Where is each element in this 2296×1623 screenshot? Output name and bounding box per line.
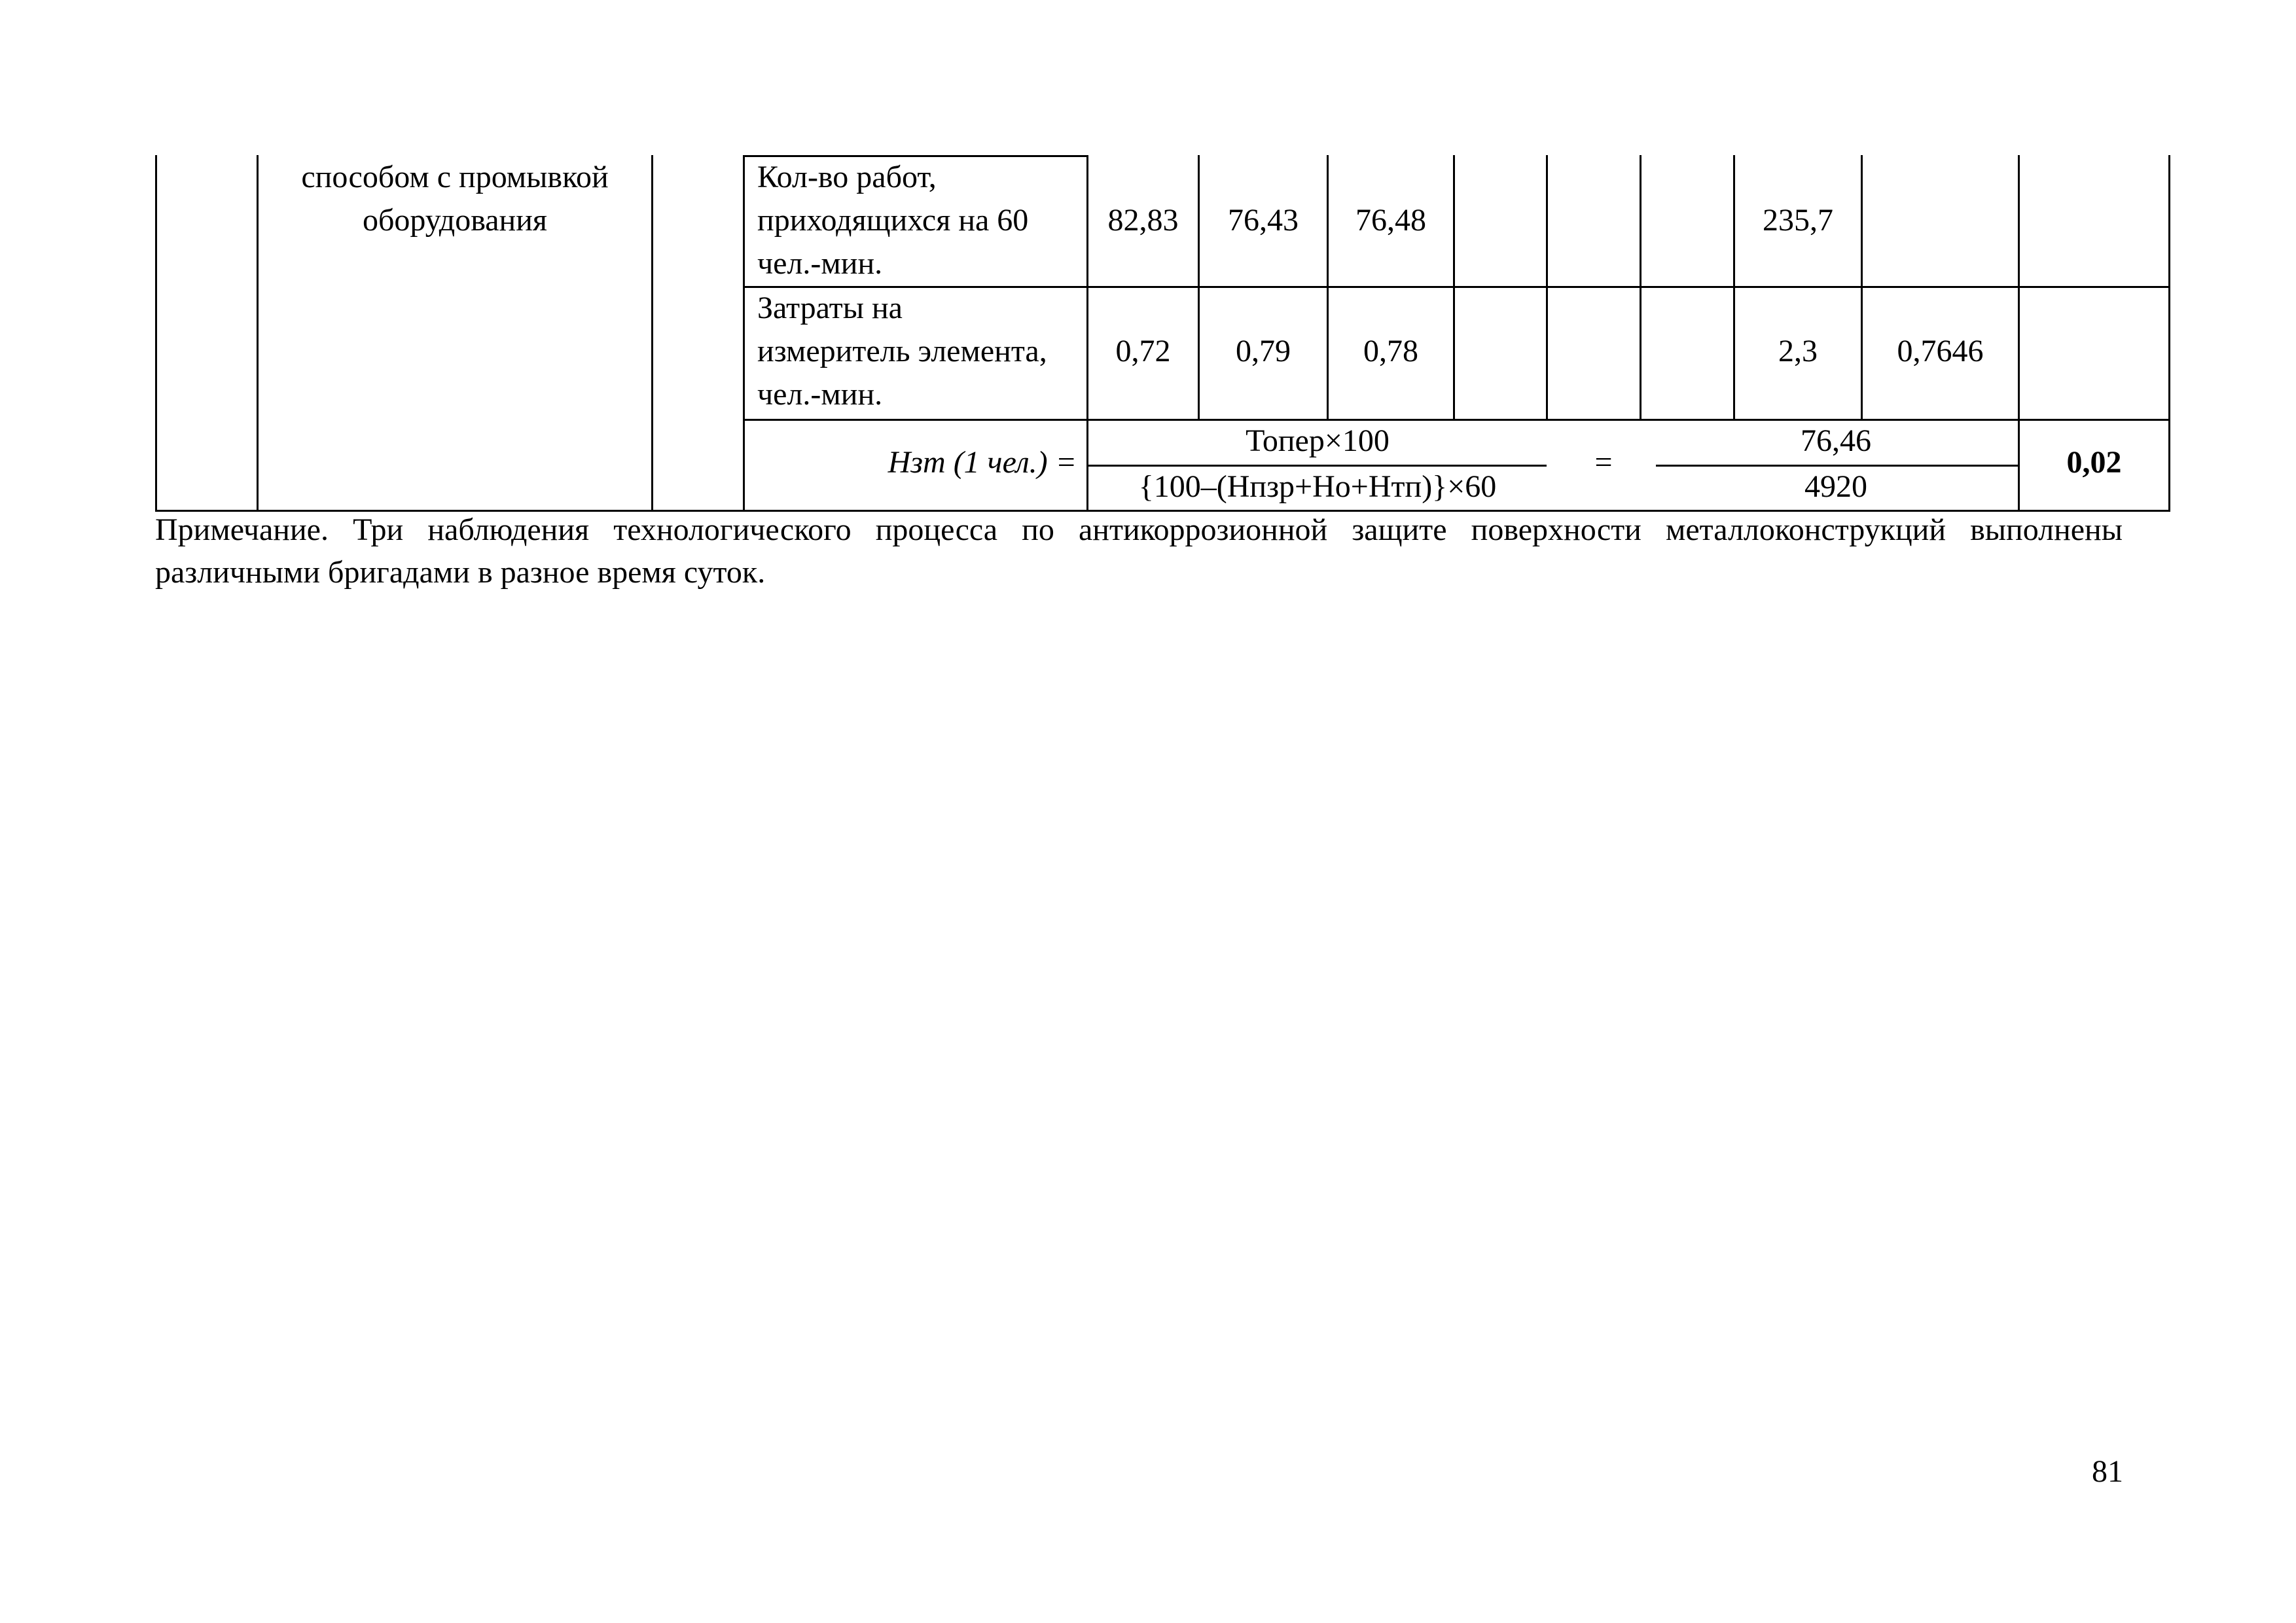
table-cell: 0,78 [1363,334,1418,368]
table-border-right [2168,155,2170,512]
formula-numerator: Топер×100 [1246,423,1390,458]
table-cell: 82,83 [1107,203,1179,238]
method-text-line-2: оборудования [363,203,547,238]
table-cell: 235,7 [1763,203,1833,238]
table-cell: 76,48 [1355,203,1426,238]
row-divider [743,286,2170,288]
table-cell: 2,3 [1778,334,1818,368]
row-label-line: измеритель элемента, [757,334,1047,368]
row-label-line: чел.-мин. [757,377,883,412]
row-label-line: приходящихся на 60 [757,203,1029,238]
formula-denominator: {100–(Нпзр+Но+Нтп)}×60 [1138,469,1497,504]
note-line-1: Примечание. Три наблюдения технологического процесса по антикоррозионной защите поверхности металлоконструкций выполнены [155,512,2123,547]
row-label-line: Затраты на [757,291,903,325]
formula-num-value: 76,46 [1801,423,1871,458]
row-label-line: Кол-во работ, [757,160,937,194]
method-text-line-1: способом с промывкой [301,160,609,194]
column-divider [651,155,653,512]
formula-result: 0,02 [2066,445,2122,480]
table-cell: 0,72 [1115,334,1171,368]
table-cell: 0,79 [1236,334,1291,368]
note-line-2: различными бригадами в разное время суток. [155,555,766,590]
page-number: 81 [2092,1454,2123,1489]
formula-lhs: Нзт (1 чел.) = [888,445,1077,480]
formula-equals: = [1594,445,1613,480]
formula-den-value: 4920 [1804,469,1867,504]
table-cell: 0,7646 [1897,334,1984,368]
table-cell: 76,43 [1228,203,1299,238]
row-label-line: чел.-мин. [757,246,883,281]
column-divider [743,155,745,512]
table-border-left [155,155,157,512]
